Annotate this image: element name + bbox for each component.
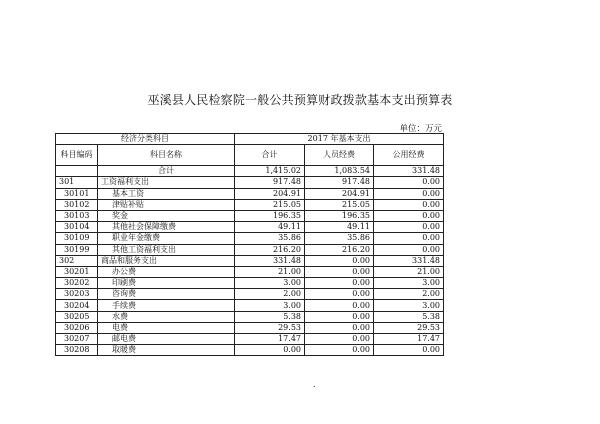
table-row xyxy=(56,266,444,277)
row-public-cell: 3.00 xyxy=(374,278,444,289)
row-name-cell: 奖金 xyxy=(98,210,235,221)
table-row xyxy=(56,289,444,300)
row-code-cell: 30102 xyxy=(56,199,98,210)
total-public: 331.48 xyxy=(374,166,444,177)
table-row xyxy=(56,334,444,345)
row-total-cell: 35.86 xyxy=(235,233,305,244)
page-title: 巫溪县人民检察院一般公共预算财政拨款基本支出预算表 xyxy=(147,93,453,107)
row-name-cell: 其他社会保障缴费 xyxy=(98,222,235,233)
header-budget-2017: 2017 年基本支出 xyxy=(235,134,444,145)
row-public-cell: 331.48 xyxy=(374,255,444,266)
row-personnel-cell: 204.91 xyxy=(305,188,374,199)
header-code: 科目编码 xyxy=(56,145,98,166)
header-name: 科目名称 xyxy=(98,145,235,166)
row-public-cell: 0.00 xyxy=(374,199,444,210)
row-code-cell: 30204 xyxy=(56,300,98,311)
row-code-cell: 30205 xyxy=(56,311,98,322)
budget-table xyxy=(55,133,444,356)
row-code-cell: 302 xyxy=(56,255,98,266)
row-total-cell: 21.00 xyxy=(235,266,305,277)
row-personnel-cell: 0.00 xyxy=(305,345,374,356)
row-total-cell: 331.48 xyxy=(235,255,305,266)
row-total-cell: 49.11 xyxy=(235,222,305,233)
row-public-cell: 0.00 xyxy=(374,244,444,255)
row-code-cell: 30208 xyxy=(56,345,98,356)
row-personnel-cell: 0.00 xyxy=(305,289,374,300)
row-personnel-cell: 917.48 xyxy=(305,177,374,188)
table-row xyxy=(56,255,444,266)
row-total-cell: 0.00 xyxy=(235,345,305,356)
row-personnel-cell: 0.00 xyxy=(305,266,374,277)
header-personnel: 人员经费 xyxy=(305,145,374,166)
row-public-cell: 3.00 xyxy=(374,300,444,311)
header-row-top xyxy=(56,134,444,145)
table-row xyxy=(56,300,444,311)
total-total: 1,415.02 xyxy=(235,166,305,177)
row-public-cell: 0.00 xyxy=(374,222,444,233)
table-row xyxy=(56,345,444,356)
row-personnel-cell: 0.00 xyxy=(305,300,374,311)
row-name-cell: 办公费 xyxy=(98,266,235,277)
row-personnel-cell: 35.86 xyxy=(305,233,374,244)
row-public-cell: 0.00 xyxy=(374,345,444,356)
header-row-sub xyxy=(56,145,444,166)
row-name-cell: 商品和服务支出 xyxy=(98,255,235,266)
row-code-cell: 30101 xyxy=(56,188,98,199)
row-personnel-cell: 0.00 xyxy=(305,322,374,333)
table-row xyxy=(56,210,444,221)
row-total-cell: 5.38 xyxy=(235,311,305,322)
row-code-cell: 30203 xyxy=(56,289,98,300)
row-name-cell: 津贴补贴 xyxy=(98,199,235,210)
table-row xyxy=(56,233,444,244)
total-personnel: 1,083.54 xyxy=(305,166,374,177)
row-code-cell: 30202 xyxy=(56,278,98,289)
row-name-cell: 电费 xyxy=(98,322,235,333)
row-name-cell: 基本工资 xyxy=(98,188,235,199)
header-public: 公用经费 xyxy=(374,145,444,166)
row-public-cell: 0.00 xyxy=(374,177,444,188)
row-name-cell: 咨询费 xyxy=(98,289,235,300)
row-personnel-cell: 0.00 xyxy=(305,334,374,345)
row-name-cell: 手续费 xyxy=(98,300,235,311)
row-total-cell: 2.00 xyxy=(235,289,305,300)
row-name-cell: 其他工资福利支出 xyxy=(98,244,235,255)
row-code-cell: 301 xyxy=(56,177,98,188)
footer-mark: . xyxy=(313,380,316,389)
table-row xyxy=(56,278,444,289)
row-personnel-cell: 215.05 xyxy=(305,199,374,210)
row-name-cell: 水费 xyxy=(98,311,235,322)
row-code-cell: 30109 xyxy=(56,233,98,244)
header-total: 合计 xyxy=(235,145,305,166)
row-total-cell: 204.91 xyxy=(235,188,305,199)
row-total-cell: 3.00 xyxy=(235,278,305,289)
row-code-cell: 30207 xyxy=(56,334,98,345)
row-name-cell: 邮电费 xyxy=(98,334,235,345)
total-row xyxy=(56,166,444,177)
table-row xyxy=(56,199,444,210)
table-row xyxy=(56,188,444,199)
row-personnel-cell: 49.11 xyxy=(305,222,374,233)
table-row xyxy=(56,244,444,255)
row-public-cell: 0.00 xyxy=(374,233,444,244)
row-total-cell: 17.47 xyxy=(235,334,305,345)
row-public-cell: 5.38 xyxy=(374,311,444,322)
row-name-cell: 取暖费 xyxy=(98,345,235,356)
row-total-cell: 3.00 xyxy=(235,300,305,311)
row-personnel-cell: 216.20 xyxy=(305,244,374,255)
row-code-cell: 30206 xyxy=(56,322,98,333)
table-row xyxy=(56,322,444,333)
table-row xyxy=(56,222,444,233)
row-public-cell: 0.00 xyxy=(374,210,444,221)
row-public-cell: 2.00 xyxy=(374,289,444,300)
row-name-cell: 印刷费 xyxy=(98,278,235,289)
row-public-cell: 0.00 xyxy=(374,188,444,199)
row-total-cell: 196.35 xyxy=(235,210,305,221)
row-personnel-cell: 0.00 xyxy=(305,311,374,322)
table-row xyxy=(56,311,444,322)
row-total-cell: 215.05 xyxy=(235,199,305,210)
row-public-cell: 21.00 xyxy=(374,266,444,277)
total-code xyxy=(56,166,98,177)
row-code-cell: 30103 xyxy=(56,210,98,221)
row-total-cell: 216.20 xyxy=(235,244,305,255)
row-name-cell: 职业年金缴费 xyxy=(98,233,235,244)
header-econ-class: 经济分类科目 xyxy=(56,134,235,145)
row-personnel-cell: 0.00 xyxy=(305,278,374,289)
row-code-cell: 30104 xyxy=(56,222,98,233)
row-personnel-cell: 196.35 xyxy=(305,210,374,221)
row-total-cell: 917.48 xyxy=(235,177,305,188)
row-public-cell: 29.53 xyxy=(374,322,444,333)
row-public-cell: 17.47 xyxy=(374,334,444,345)
row-total-cell: 29.53 xyxy=(235,322,305,333)
total-label: 合计 xyxy=(98,166,235,177)
row-code-cell: 30201 xyxy=(56,266,98,277)
row-name-cell: 工资福利支出 xyxy=(98,177,235,188)
row-code-cell: 30199 xyxy=(56,244,98,255)
table-row xyxy=(56,177,444,188)
unit-label: 单位：万元 xyxy=(399,124,442,134)
row-personnel-cell: 0.00 xyxy=(305,255,374,266)
table-body xyxy=(56,166,444,356)
